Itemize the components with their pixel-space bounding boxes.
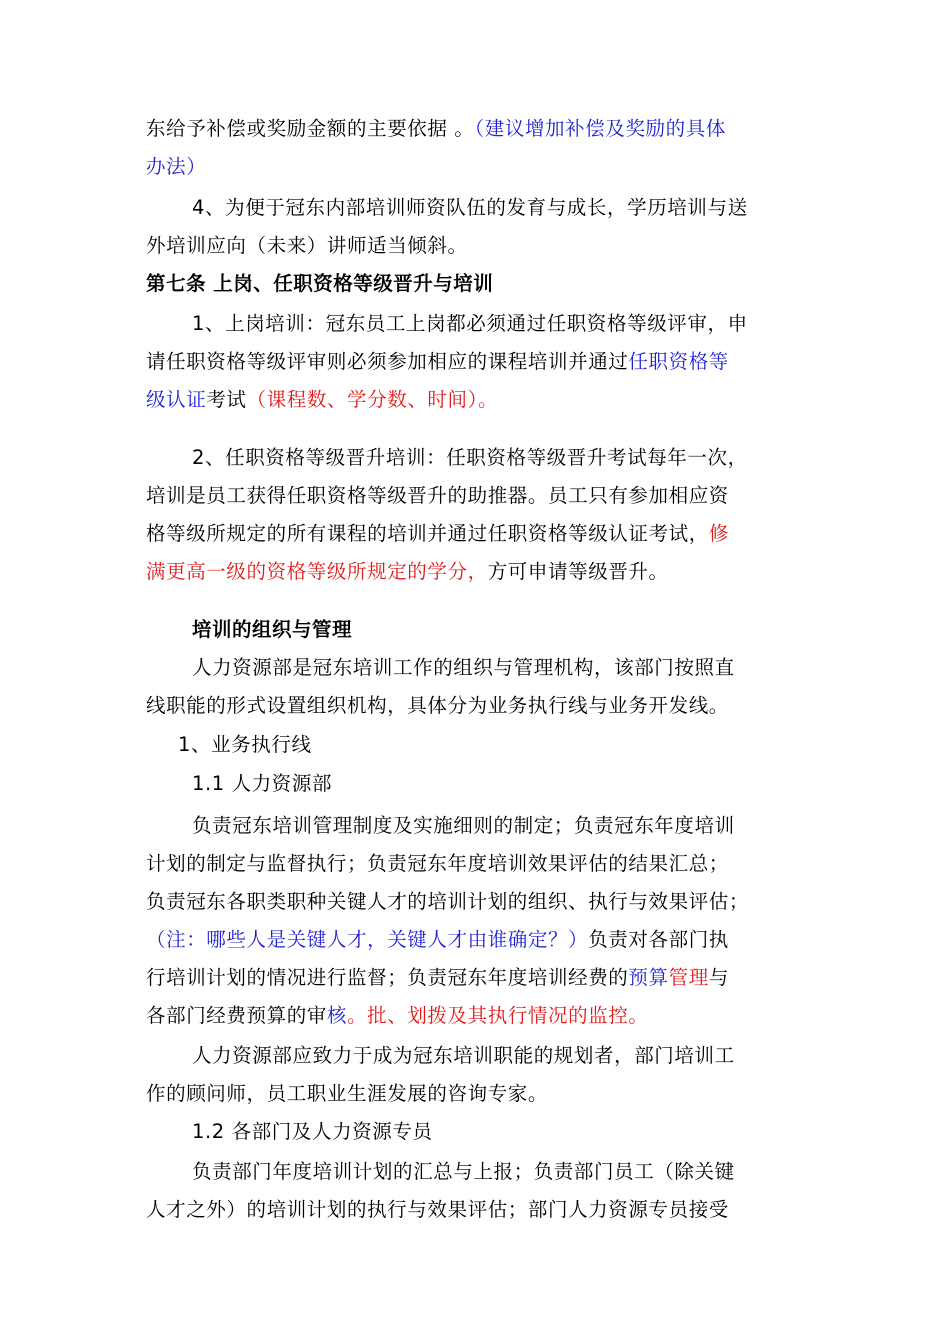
note-text: 级认证 — [146, 388, 207, 411]
text-run: 负责冠东各职类职种关键人才的培训计划的组织、执行与效果评估； — [146, 890, 750, 913]
paragraph-line — [192, 312, 748, 336]
paragraph-line — [146, 1004, 649, 1028]
text-run: 1.2 各部门及人力资源专员 — [192, 1120, 433, 1143]
paragraph-line — [192, 1044, 735, 1068]
text-run: 人才之外）的培训计划的执行与效果评估；部门人力资源专员接受 — [146, 1198, 729, 1221]
text-run: 线职能的形式设置组织机构，具体分为业务执行线与业务开发线。 — [146, 694, 729, 717]
text-run: 人力资源部应致力于成为冠东培训职能的规划者，部门培训工 — [192, 1044, 735, 1067]
note-text: 核 — [326, 1004, 348, 1027]
text-run: 人力资源部是冠东培训工作的组织与管理机构，该部门按照直 — [192, 656, 735, 679]
note-text: 修 — [708, 522, 729, 545]
text-run: 2、任职资格等级晋升培训：任职资格等级晋升考试每年一次， — [192, 446, 748, 469]
text-run: 格等级所规定的所有课程的培训并通过任职资格等级认证考试， — [146, 522, 709, 545]
note-text: 管理 — [668, 966, 709, 989]
paragraph-line — [146, 522, 729, 546]
paragraph-line — [178, 733, 312, 757]
paragraph-line — [146, 890, 749, 914]
paragraph-line — [192, 656, 735, 680]
text-run: 东给予补偿或奖励金额的主要依据 。 — [146, 117, 475, 140]
note-text: 任职资格等 — [628, 350, 729, 373]
text-run: 1.1 人力资源部 — [192, 772, 333, 795]
text-run: 外培训应向（未来）讲师适当倾斜。 — [146, 234, 468, 257]
paragraph-line — [146, 560, 669, 584]
text-run: 考试 — [206, 388, 247, 411]
text-run: 4、为便于冠东内部培训师资队伍的发育与成长，学历培训与送 — [192, 196, 748, 219]
note-text: 预算 — [628, 966, 669, 989]
text-run: 行培训计划的情况进行监督；负责冠东年度培训经费的 — [146, 966, 629, 989]
note-text: 。批、划拨及其执行情况的监控。 — [347, 1004, 649, 1027]
paragraph-line — [146, 350, 729, 374]
paragraph-line — [146, 117, 726, 141]
paragraph-line — [192, 196, 748, 220]
text-run: 与 — [708, 966, 729, 989]
paragraph-line — [146, 852, 729, 876]
paragraph-line — [192, 446, 748, 470]
paragraph-line — [192, 1120, 433, 1144]
text-run: 作的顾问师，员工职业生涯发展的咨询专家。 — [146, 1082, 549, 1105]
text-run: 负责冠东培训管理制度及实施细则的制定；负责冠东年度培训 — [192, 814, 735, 837]
note-text: 办法） — [146, 155, 207, 178]
paragraph-line — [146, 484, 729, 508]
paragraph-line — [146, 155, 206, 179]
paragraph-line — [146, 1082, 548, 1106]
heading-text: 培训的组织与管理 — [192, 618, 353, 641]
text-run: 负责对各部门执 — [588, 928, 729, 951]
text-run: 计划的制定与监督执行；负责冠东年度培训效果评估的结果汇总； — [146, 852, 729, 875]
note-text: 满更高一级的资格等级所规定的学分， — [146, 560, 488, 583]
section-heading — [146, 272, 493, 296]
text-run: 方可申请等级晋升。 — [487, 560, 669, 583]
paragraph-line — [146, 966, 729, 990]
text-run: 1、业务执行线 — [178, 733, 312, 756]
paragraph-line — [146, 1198, 729, 1222]
text-run: 1、上岗培训：冠东员工上岗都必须通过任职资格等级评审，申 — [192, 312, 748, 335]
text-run: 负责部门年度培训计划的汇总与上报；负责部门员工（除关键 — [192, 1160, 735, 1183]
section-heading — [192, 618, 352, 642]
paragraph-line — [192, 1160, 735, 1184]
heading-text: 第七条 上岗、任职资格等级晋升与培训 — [146, 272, 494, 295]
text-run: 培训是员工获得任职资格等级晋升的助推器。员工只有参加相应资 — [146, 484, 729, 507]
note-text: （课程数、学分数、时间）。 — [246, 388, 499, 411]
paragraph-line — [192, 772, 332, 796]
paragraph-line — [192, 814, 735, 838]
note-text: （注：哪些人是关键人才，关键人才由谁确定？） — [146, 928, 589, 951]
paragraph-line — [146, 928, 729, 952]
text-run: 请任职资格等级评审则必须参加相应的课程培训并通过 — [146, 350, 629, 373]
paragraph-line — [146, 694, 729, 718]
note-text: （建议增加补偿及奖励的具体 — [474, 117, 726, 140]
paragraph-line — [146, 234, 468, 258]
text-run: 各部门经费预算的审 — [146, 1004, 327, 1027]
paragraph-line — [146, 388, 498, 412]
